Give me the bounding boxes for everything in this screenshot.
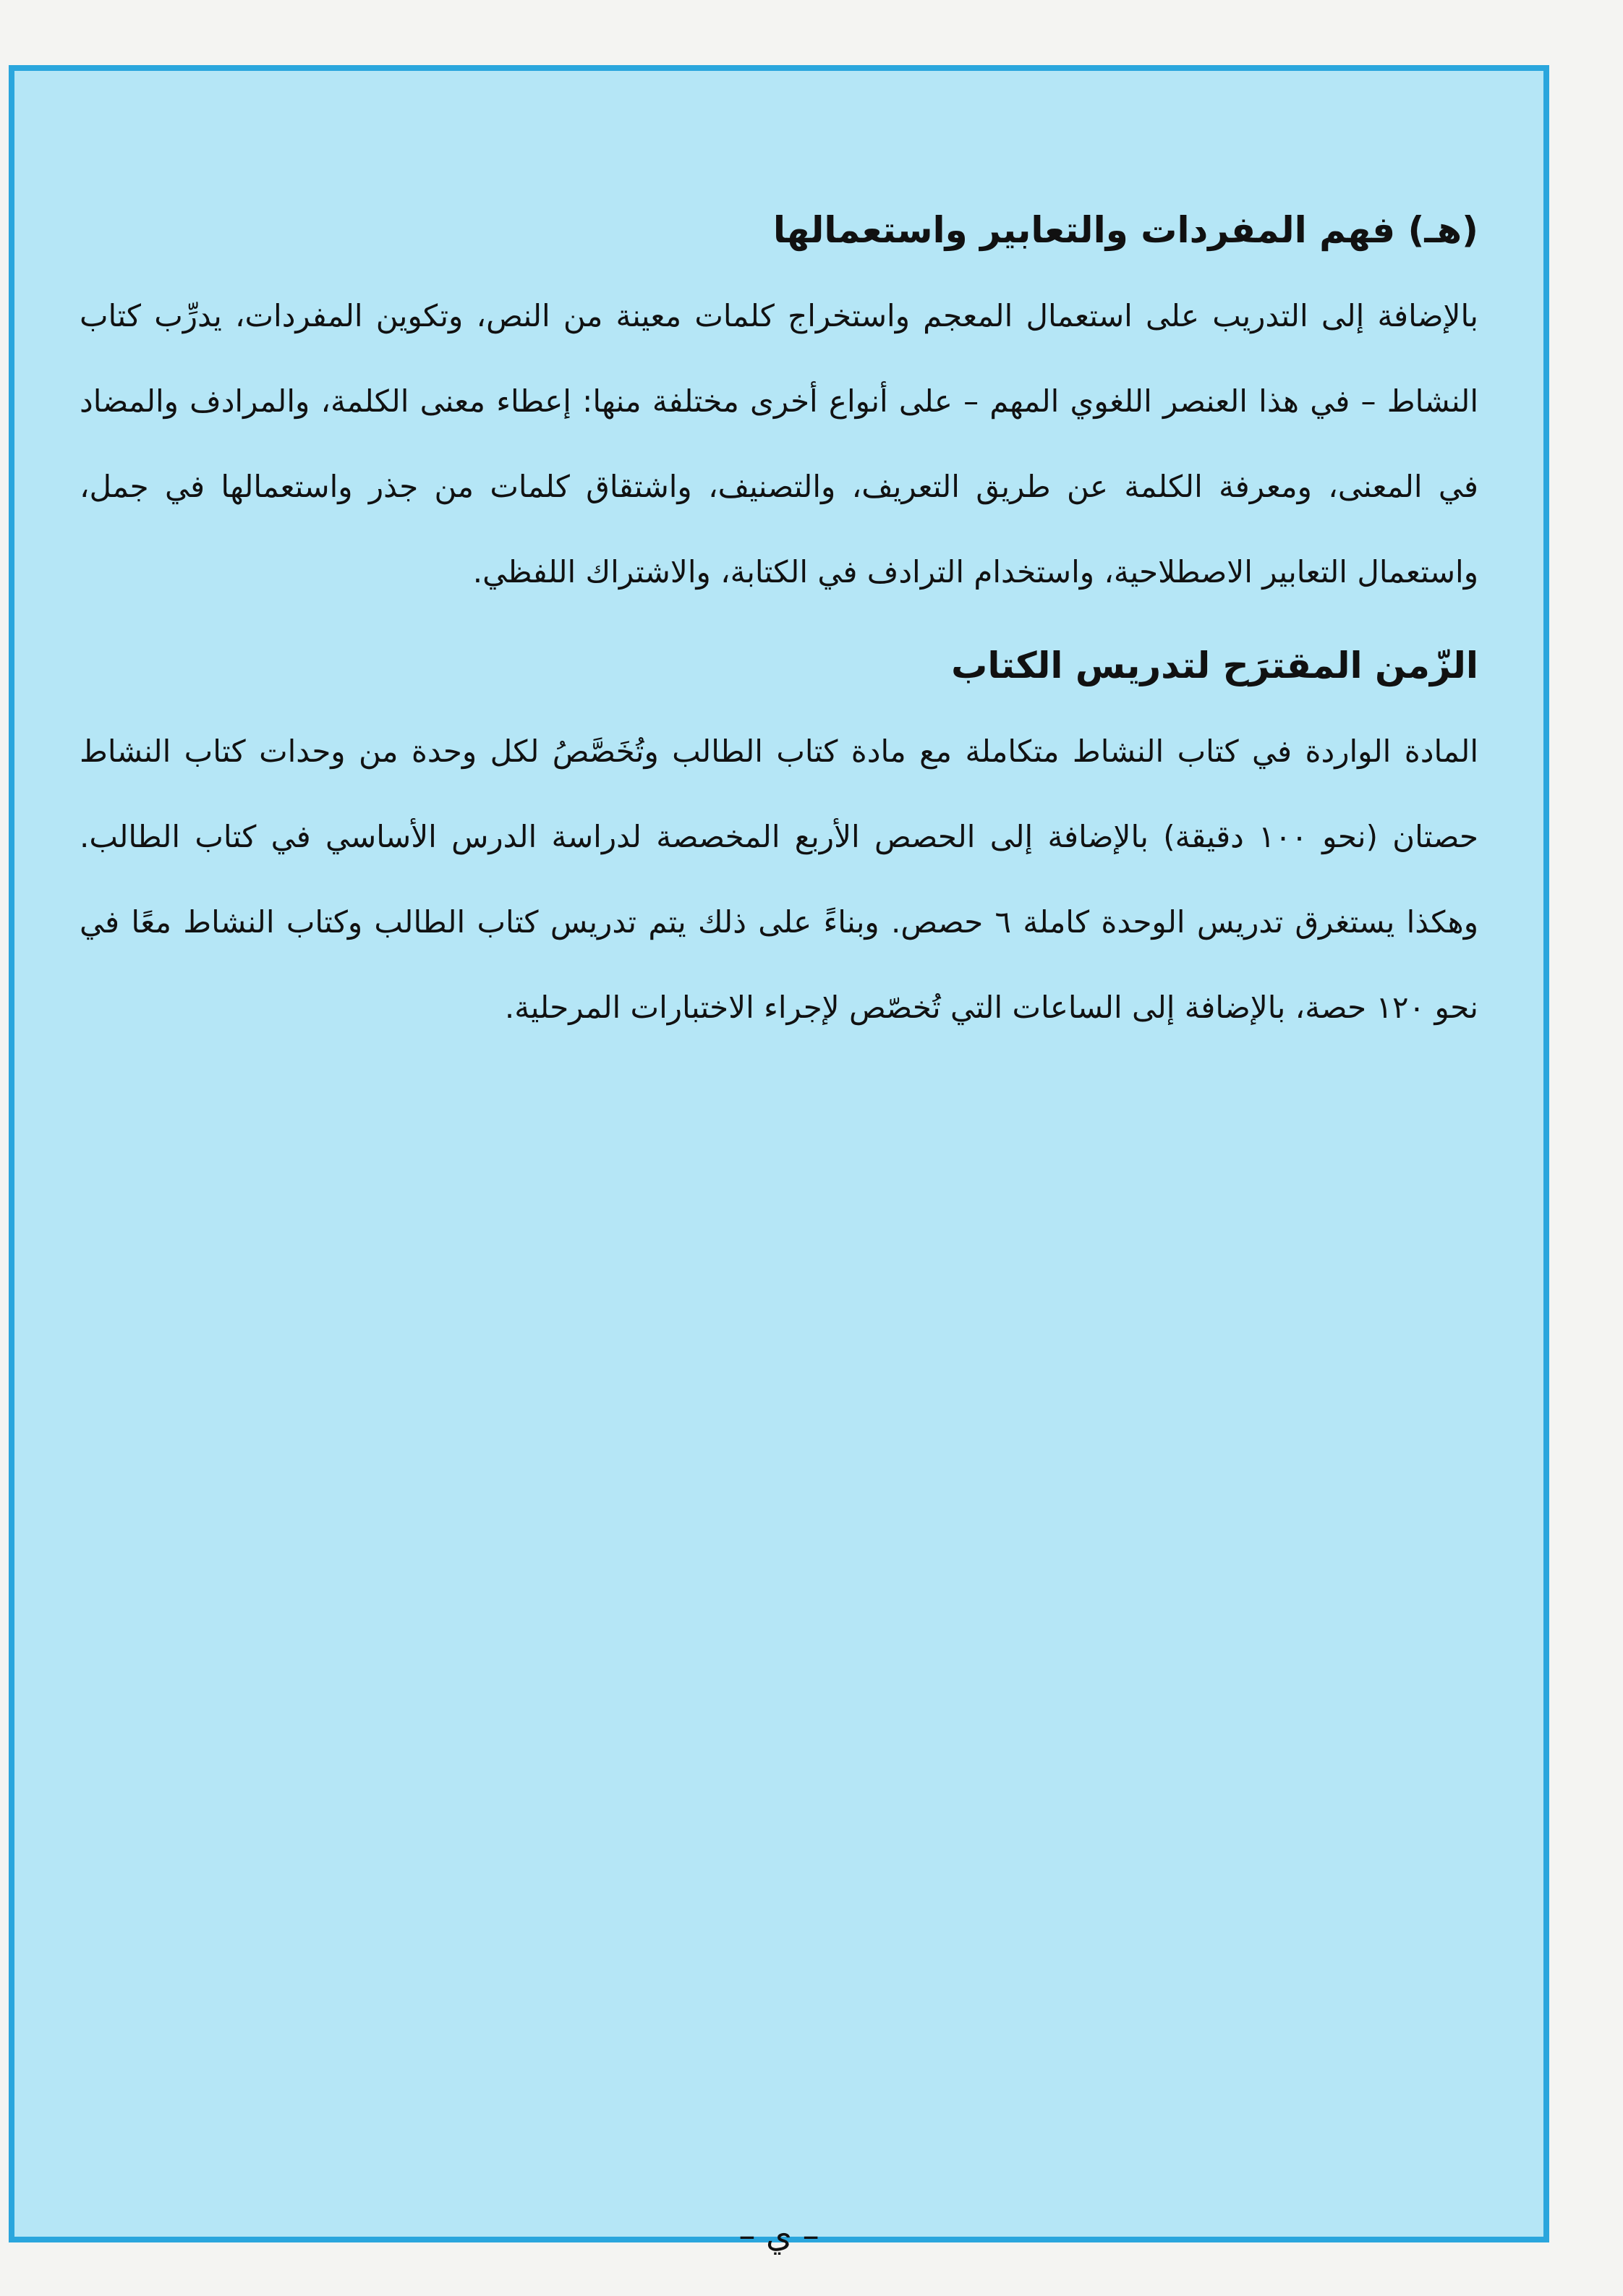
page-content [80, 143, 1478, 1050]
teaching-time-paragraph: المادة الواردة في كتاب النشاط متكاملة مع مادة كتاب الطالب وتُخَصَّصُ لكل وحدة من وحدات كتاب النشاط حصتان (نحو ١٠٠ دقيقة) بالإضافة إلى الحصص الأربع المخصصة لدراسة الدرس الأساسي في كتاب الطالب. وهكذا يستغرق تدريس الوحدة كاملة ٦ حصص. وبناءً على ذلك يتم تدريس كتاب الطالب وكتاب النشاط معًا في نحو ١٢٠ حصة، بالإضافة إلى الساعات التي تُخصّص لإجراء الاختبارات المرحلية. [80, 734, 1478, 1025]
page-number: – ي – [738, 2216, 819, 2255]
teaching-time-heading: الزّمن المقترَح لتدريس الكتاب [951, 645, 1478, 686]
page-frame [9, 65, 1549, 2255]
vocabulary-paragraph: بالإضافة إلى التدريب على استعمال المعجم واستخراج كلمات معينة من النص، وتكوين المفردات، يدرِّب كتاب النشاط – في هذا العنصر اللغوي المهم – على أنواع أخرى مختلفة منها: إعطاء معنى الكلمة، والمرادف والمضاد في المعنى، ومعرفة الكلمة عن طريق التعريف، والتصنيف، واشتقاق كلمات من جذر واستعمالها في جمل، واستعمال التعابير الاصطلاحية، واستخدام الترادف في الكتابة، والاشتراك اللفظي. [80, 298, 1478, 590]
vocabulary-heading: (هـ) فهم المفردات والتعابير واستعمالها [772, 209, 1478, 251]
